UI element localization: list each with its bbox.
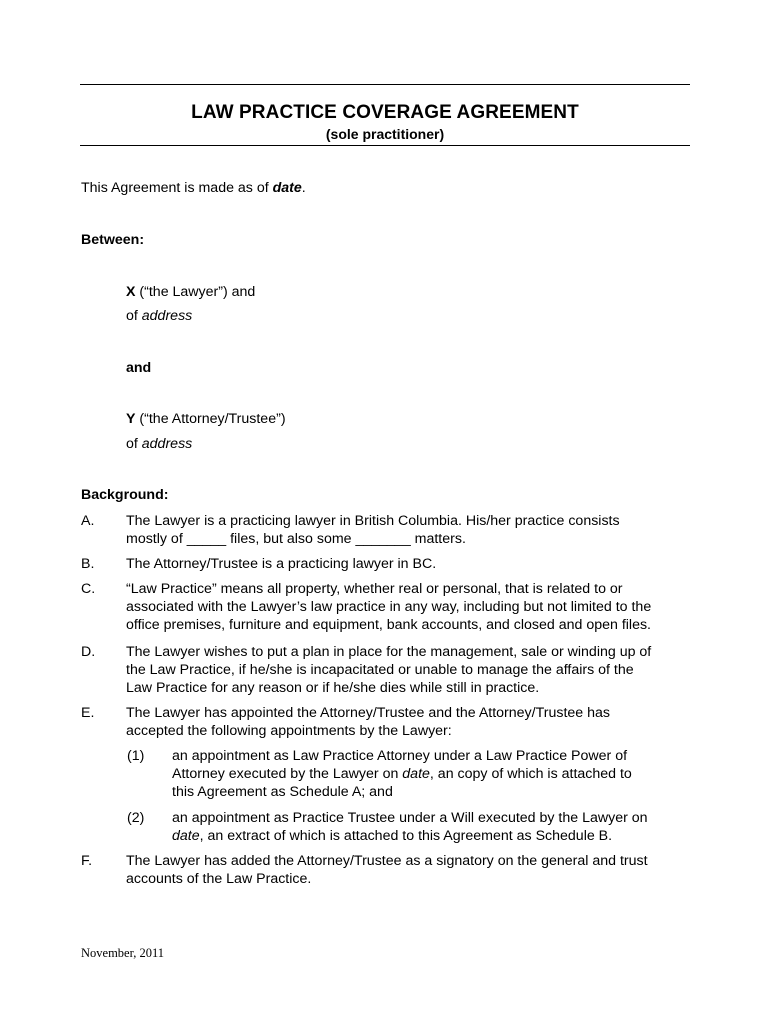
item-a-line: mostly of _____ files, but also some _______ matters. — [126, 531, 466, 547]
item-a-label: A. — [81, 513, 95, 529]
item-c-label: C. — [81, 581, 96, 597]
item-e-sub1-label: (1) — [127, 748, 145, 764]
party-y-name: Y — [126, 411, 136, 427]
party-y-of: of — [126, 436, 142, 452]
item-e-sub2-line — [172, 827, 692, 845]
item-d-line: Law Practice for any reason or if he/she dies while still in practice. — [126, 680, 540, 696]
item-e-line: The Lawyer has appointed the Attorney/Trustee and the Attorney/Trustee has — [126, 705, 610, 721]
item-e-sub1-text — [172, 747, 692, 801]
item-b-label: B. — [81, 556, 95, 572]
item-c-text — [126, 580, 692, 634]
item-d-line: The Lawyer wishes to put a plan in place for the management, sale or winding up of — [126, 644, 652, 660]
intro-sentence — [81, 179, 306, 197]
item-e-sub1-text-part: , an copy of which is attached to — [429, 766, 632, 782]
party-x-name: X — [126, 284, 136, 300]
party-y-desc: (“the Attorney/Trustee”) — [135, 411, 286, 427]
item-e-line: accepted the following appointments by the Lawyer: — [126, 723, 452, 739]
footer-date: November, 2011 — [81, 946, 165, 960]
item-f-text — [126, 852, 692, 888]
item-e-sub1-line: this Agreement as Schedule A; and — [172, 784, 393, 800]
document-subtitle: (sole practitioner) — [325, 126, 445, 142]
party-y-line — [126, 410, 286, 428]
item-a-line: The Lawyer is a practicing lawyer in British Columbia. His/her practice consists — [126, 513, 620, 529]
party-x-address: address — [141, 308, 193, 324]
document-title: LAW PRACTICE COVERAGE AGREEMENT — [191, 102, 579, 123]
item-e-sub2-text-part: , an extract of which is attached to this Agreement as Schedule B. — [199, 828, 613, 844]
item-c-line: associated with the Lawyer’s law practice in any way, including but not limited to the — [126, 599, 652, 615]
item-e-sub2-text — [172, 809, 692, 845]
item-e-sub2-date-placeholder: date — [172, 828, 200, 844]
and-label: and — [126, 360, 152, 376]
party-x-address-line — [126, 307, 192, 325]
item-e-sub2-label: (2) — [127, 810, 145, 826]
item-d-text — [126, 643, 692, 697]
item-b-text — [126, 555, 692, 573]
between-heading: Between: — [81, 232, 145, 248]
party-x-desc: (“the Lawyer”) and — [135, 284, 256, 300]
item-e-sub1-line: an appointment as Law Practice Attorney under a Law Practice Power of — [172, 748, 628, 764]
item-e-sub1-text-part: Attorney executed by the Lawyer on — [172, 766, 403, 782]
item-c-line: “Law Practice” means all property, whether real or personal, that is related to or — [126, 581, 623, 597]
item-f-line: accounts of the Law Practice. — [126, 871, 312, 887]
item-e-text — [126, 704, 692, 740]
intro-suffix: . — [301, 180, 306, 196]
item-a-text — [126, 512, 692, 548]
title-bottom-rule — [80, 145, 690, 146]
item-c-line: office premises, furniture and equipment, bank accounts, and closed and open files. — [126, 617, 651, 633]
item-e-sub1-line — [172, 765, 692, 783]
background-heading: Background: — [81, 487, 169, 503]
item-e-sub2-line: an appointment as Practice Trustee under a Will executed by the Lawyer on — [172, 810, 648, 826]
intro-date-placeholder: date — [272, 180, 302, 196]
top-rule — [80, 84, 690, 85]
item-e-sub1-date-placeholder: date — [402, 766, 430, 782]
item-d-label: D. — [81, 644, 96, 660]
party-y-address: address — [141, 436, 193, 452]
intro-prefix: This Agreement is made as of — [81, 180, 273, 196]
item-f-line: The Lawyer has added the Attorney/Trustee as a signatory on the general and trust — [126, 853, 648, 869]
party-x-line — [126, 283, 255, 301]
party-x-of: of — [126, 308, 142, 324]
item-b-line: The Attorney/Trustee is a practicing lawyer in BC. — [126, 556, 437, 572]
item-e-label: E. — [81, 705, 95, 721]
item-f-label: F. — [81, 853, 93, 869]
party-y-address-line — [126, 435, 192, 453]
item-d-line: the Law Practice, if he/she is incapacitated or unable to manage the affairs of the — [126, 662, 634, 678]
